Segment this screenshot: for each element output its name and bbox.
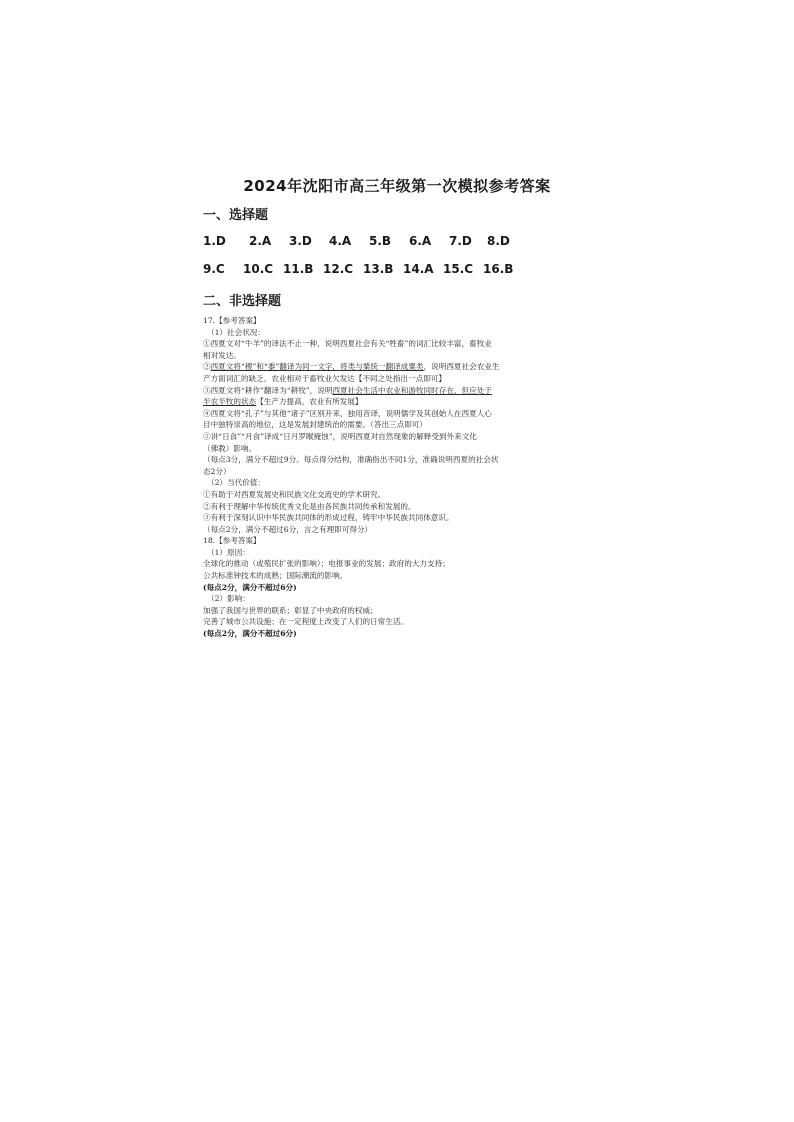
q18-part1-title: （1）原因： <box>207 547 250 557</box>
answer-item: 4.A <box>329 234 352 248</box>
answer-item: 16.B <box>483 262 514 276</box>
q18-effect-2: 完善了城市公共设施；在一定程度上改变了人们的日常生活。 <box>203 617 409 627</box>
q17-point-1-cont: 相对发达。 <box>203 350 241 360</box>
q17-point-4-cont: 目中独特崇高的地位，这是发展封建统治的需要。（答出三点即可） <box>203 420 428 430</box>
q17-part2-title: （2）当代价值： <box>207 478 265 488</box>
q18-part2-title: （2）影响： <box>207 594 250 604</box>
answer-item: 7.D <box>449 234 472 248</box>
q17-scoring-1-cont: 态2分） <box>203 466 231 476</box>
q17-value-1: ①有助于对西夏发展史和民族文化交流史的学术研究。 <box>203 489 386 499</box>
q17-point-3: ③西夏文将“耕作”翻译为“耕牧”，说明西夏社会生活中农业和游牧同时存在，但应处于 <box>203 385 492 395</box>
answer-item: 10.C <box>243 262 274 276</box>
q17-point-4: ④西夏文将“孔子”与其他“诸子”区别开来，独用音译，说明儒学及其创始人在西夏人心 <box>203 408 492 418</box>
answers-row-1 <box>203 234 525 248</box>
q17-point-5-cont: （佛教）影响。 <box>203 443 257 453</box>
answer-item: 8.D <box>487 234 510 248</box>
answer-item: 13.B <box>363 262 394 276</box>
section-non-choice-heading: 二、非选择题 <box>203 294 282 309</box>
answer-item: 12.C <box>323 262 354 276</box>
q17-point-3-cont: 半农半牧的状态【生产力提高，农业有所发展】 <box>203 397 363 407</box>
answers-row-2 <box>203 262 521 276</box>
q17-point-2: ②西夏文将“稷”和“黍”翻译为同一文字，将类与粟统一翻译成粟类，说明西夏社会农业生 <box>203 362 500 372</box>
q18-scoring-2: (每点2分，满分不超过6分) <box>203 629 297 639</box>
answer-item: 9.C <box>203 262 225 276</box>
answer-item: 15.C <box>443 262 474 276</box>
q17-scoring-1: （每点3分，满分不超过9分。每点得分结构，准确指出不同1分，准确说明西夏的社会状 <box>203 455 499 465</box>
q17-part1-title: （1）社会状况： <box>207 327 265 337</box>
q18-reason-1: 全球化的推动（或殖民扩张的影响）；电报事业的发展；政府的大力支持； <box>203 559 450 569</box>
q17-value-3: ③有利于深刻认识中华民族共同体的形成过程，铸牢中华民族共同体意识。 <box>203 513 454 523</box>
q18-header: 18.【参考答案】 <box>203 536 261 546</box>
q17-value-2: ②有利于理解中华传统优秀文化是由各民族共同传承和发展的。 <box>203 501 416 511</box>
answer-item: 2.A <box>249 234 272 248</box>
q17-point-2-cont: 产方面词汇的缺乏，农业相对于畜牧业欠发达【不同之处指出一点即可】 <box>203 373 446 383</box>
answer-item: 3.D <box>289 234 312 248</box>
q17-scoring-2: （每点2分，满分不超过6分，言之有理即可得分） <box>203 524 373 534</box>
page-title: 2024年沈阳市高三年级第一次模拟参考答案 <box>243 177 551 195</box>
answer-item: 5.B <box>369 234 392 248</box>
q17-point-1: ①西夏文对“牛羊”的译法不止一种，说明西夏社会有关“牲畜”的词汇比较丰富，畜牧业 <box>203 339 492 349</box>
q17-header: 17.【参考答案】 <box>203 316 261 325</box>
answer-item: 6.A <box>409 234 432 248</box>
answer-item: 14.A <box>403 262 434 276</box>
answer-body <box>203 315 593 640</box>
answer-item: 11.B <box>283 262 314 276</box>
answer-item: 1.D <box>203 234 226 248</box>
q18-effect-1: 加强了我国与世界的联系；彰显了中央政府的权威； <box>203 605 378 615</box>
q17-point-5: ⑤讲“日食”“月食”译成“日月罗睺掩蚀”，说明西夏对自然现象的解释受到外来文化 <box>203 431 477 441</box>
section-multiple-choice-heading: 一、选择题 <box>203 208 269 223</box>
q18-reason-2: 公共标准钟技术的成熟；国际潮流的影响。 <box>203 571 348 581</box>
q18-scoring-1: (每点2分，满分不超过6分) <box>203 582 297 592</box>
